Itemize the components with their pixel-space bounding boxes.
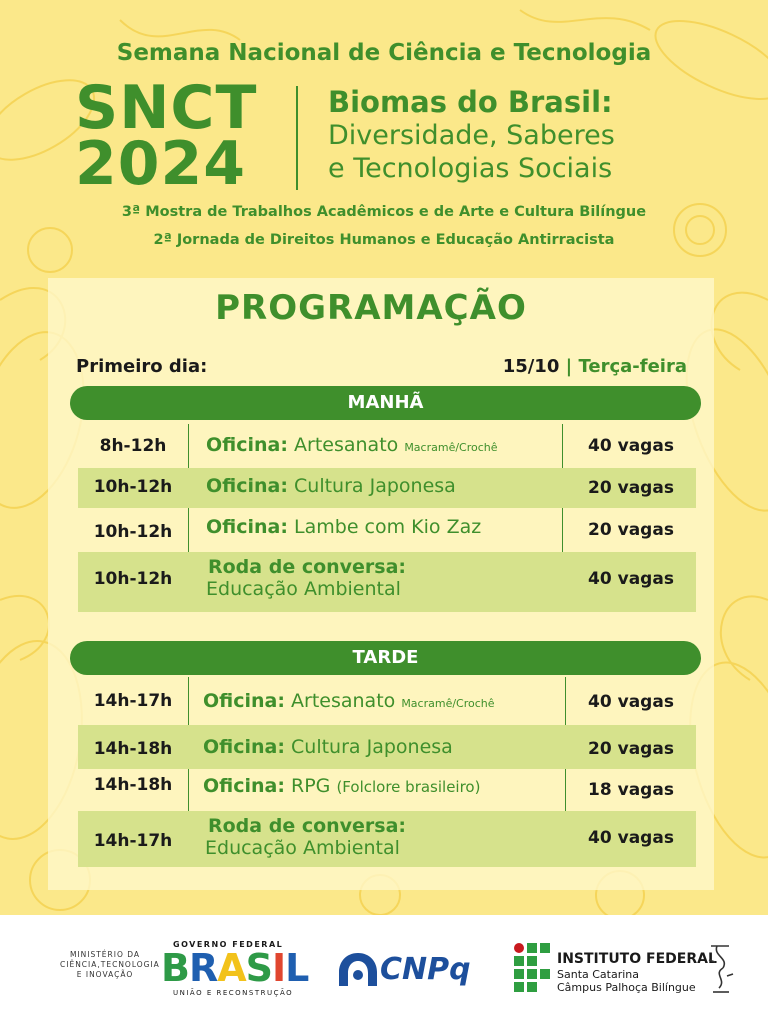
cnpq-logo-text: CNPq [380,952,471,987]
row-vagas: 20 vagas [588,520,674,540]
sign-language-logo-icon [703,940,737,996]
cnpq-emblem-icon [336,950,380,990]
weekday: Terça-feira [578,356,687,377]
institute-campus: Câmpus Palhoça Bilíngue [557,981,696,994]
date-separator: | [565,356,573,377]
institute-state: Santa Catarina [557,968,640,981]
activity-kind: Oficina: [203,690,285,712]
activity-kind: Oficina: [206,434,288,456]
row-activity [203,690,495,712]
schedule-row [78,677,696,725]
row-time: 10h-12h [93,477,173,497]
schedule-row [78,468,696,508]
schedule-row [78,552,696,612]
row-activity [208,556,406,600]
row-vagas: 40 vagas [588,828,674,848]
brasil-logo: BRASIL [161,946,309,990]
date-value: 15/10 [502,356,560,377]
event-year: 2024 [75,129,246,199]
row-time: 14h-17h [93,691,173,711]
program-title: PROGRAMAÇÃO [215,288,527,328]
activity-kind: Oficina: [203,736,285,758]
activity-title: Educação Ambiental [206,578,401,600]
event-acronym-line: SNCT [75,73,258,143]
ministry-line: MINISTÉRIO DA [69,950,141,959]
activity-note: (Folclore brasileiro) [336,778,481,796]
event-acronym [75,73,265,199]
row-vagas: 20 vagas [588,478,674,498]
activity-title: Lambe com Kio Zaz [294,516,482,538]
row-time: 14h-18h [93,739,173,759]
row-time: 14h-17h [93,831,173,851]
row-activity [203,775,480,797]
activity-title: RPG [291,775,331,797]
row-vagas: 40 vagas [588,692,674,712]
activity-title: Artesanato [291,690,396,712]
row-vagas: 40 vagas [588,569,674,589]
if-logo-grid-icon [513,942,551,992]
theme-line-3: e Tecnologias Sociais [328,153,613,184]
day-label: Primeiro dia: [76,356,208,377]
row-vagas: 40 vagas [588,436,674,456]
row-activity [206,434,498,456]
activity-kind: Oficina: [203,775,285,797]
gov-logo-top: GOVERNO FEDERAL [173,940,284,949]
institute-name: INSTITUTO FEDERAL [557,951,717,967]
activity-title: Artesanato [294,434,399,456]
activity-note: Macramê/Crochê [401,697,495,710]
day-date [503,356,687,377]
ministry-logo [60,950,160,980]
header-divider [296,86,298,190]
schedule-row [78,725,696,769]
activity-title: Cultura Japonesa [291,736,453,758]
row-activity [206,516,481,538]
theme-line-2: Diversidade, Saberes [328,120,615,151]
row-activity [203,736,453,758]
activity-kind: Roda de conversa: [208,815,407,837]
gov-logo-bottom: UNIÃO E RECONSTRUÇÃO [173,989,294,997]
row-time: 10h-12h [93,569,173,589]
schedule-row [78,508,696,552]
schedule-row [78,424,696,468]
activity-title: Cultura Japonesa [294,475,456,497]
row-time: 8h-12h [99,436,167,456]
period-header-afternoon: TARDE [70,641,701,675]
row-activity [205,815,407,859]
period-header-morning: MANHÃ [70,386,701,420]
activity-kind: Roda de conversa: [208,556,407,578]
subtitle-jornada: 2ª Jornada de Direitos Humanos e Educação Antirracista [153,232,615,248]
row-vagas: 18 vagas [588,780,674,800]
event-theme [328,86,708,185]
ministry-line: CIÊNCIA,TECNOLOGIA [60,960,160,969]
activity-note: Macramê/Crochê [404,441,498,454]
activity-title: Educação Ambiental [205,837,400,859]
subtitle-mostra: 3ª Mostra de Trabalhos Acadêmicos e de Arte e Cultura Bilíngue [121,204,647,220]
row-time: 10h-12h [93,522,173,542]
row-vagas: 20 vagas [588,739,674,759]
row-time: 14h-18h [93,775,173,795]
row-activity [206,475,456,497]
activity-kind: Oficina: [206,475,288,497]
activity-kind: Oficina: [206,516,288,538]
schedule-row [78,811,696,867]
schedule-row [78,769,696,811]
theme-title: Biomas do Brasil: [328,85,613,119]
ministry-line: E INOVAÇÃO [76,970,134,979]
event-series-name: Semana Nacional de Ciência e Tecnologia [116,40,652,66]
